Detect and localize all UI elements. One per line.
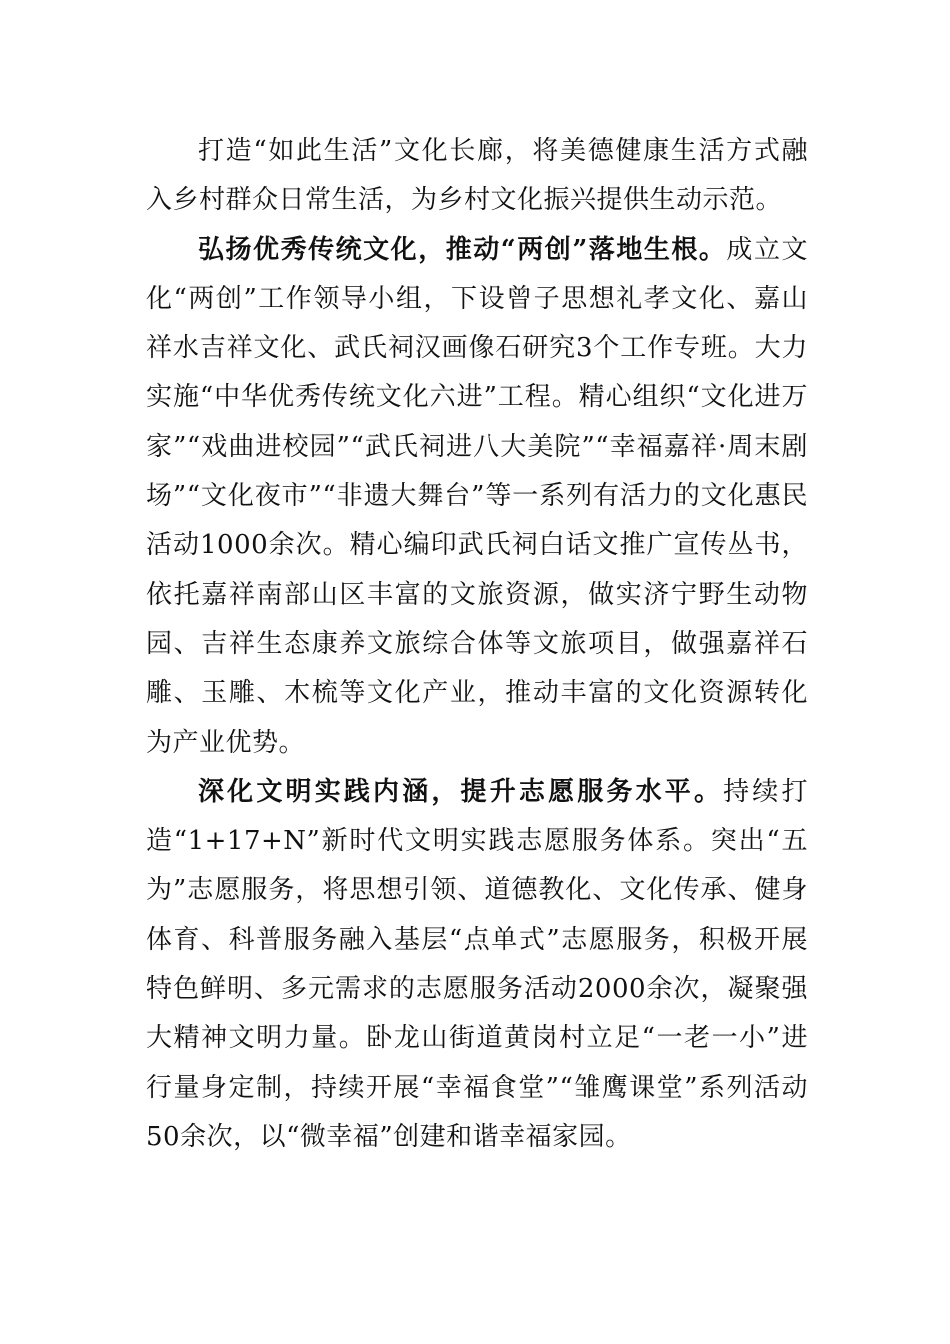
- paragraph-traditional-culture: [146, 226, 808, 768]
- paragraph-text: 持续打造“1+17+N”新时代文明实践志愿服务体系。突出“五为”志愿服务，将思想引领、道德教化、文化传承、健身体育、科普服务融入基层“点单式”志愿服务，积极开展特色鲜明、多元需求的志愿服务活动2000余次，凝聚强大精神文明力量。卧龙山街道黄岗村立足“一老一小”进行量身定制，持续开展“幸福食堂”“雏鹰课堂”系列活动50余次，以“微幸福”创建和谐幸福家园。: [146, 776, 808, 1152]
- paragraph-heading: 弘扬优秀传统文化，推动“两创”落地生根。: [198, 234, 727, 265]
- paragraph-text: 成立文化“两创”工作领导小组，下设曾子思想礼孝文化、嘉山祥水吉祥文化、武氏祠汉画像石研究3个工作专班。大力实施“中华优秀传统文化六进”工程。精心组织“文化进万家”“戏曲进校园”“武氏祠进八大美院”“幸福嘉祥·周末剧场”“文化夜市”“非遗大舞台”等一系列有活力的文化惠民活动1000余次。精心编印武氏祠白话文推广宣传丛书，依托嘉祥南部山区丰富的文旅资源，做实济宁野生动物园、吉祥生态康养文旅综合体等文旅项目，做强嘉祥石雕、玉雕、木梳等文化产业，推动丰富的文化资源转化为产业优势。: [146, 234, 808, 758]
- paragraph-text: 打造“如此生活”文化长廊，将美德健康生活方式融入乡村群众日常生活，为乡村文化振兴提供生动示范。: [146, 136, 808, 216]
- paragraph-volunteer-service: [146, 768, 808, 1162]
- paragraph-continuation: [146, 127, 808, 226]
- paragraph-heading: 深化文明实践内涵，提升志愿服务水平。: [198, 776, 724, 807]
- document-body: [146, 127, 808, 1162]
